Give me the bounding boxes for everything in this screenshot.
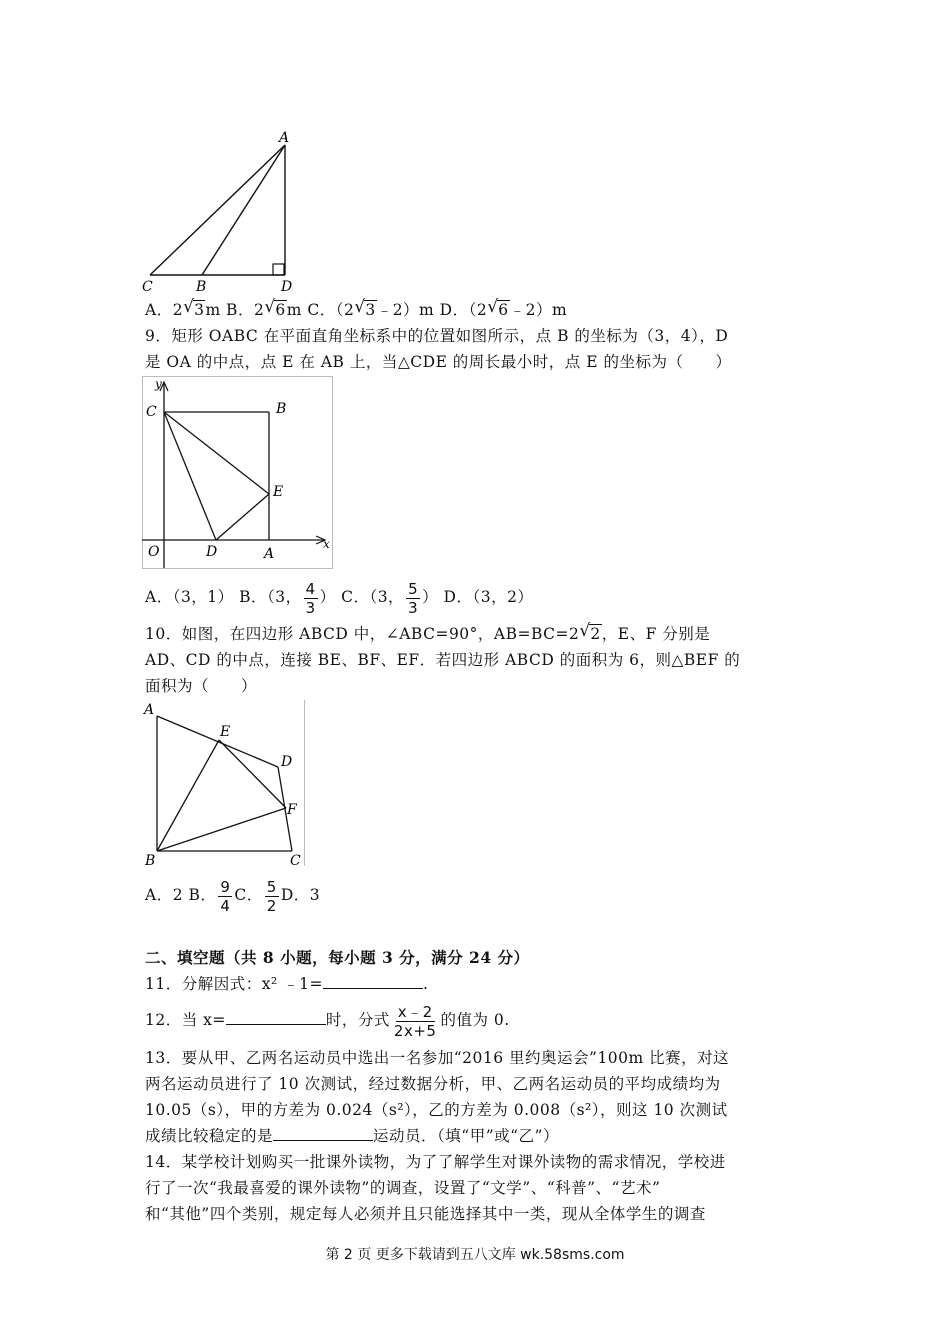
- q12: 12．当 x= 时，分式 $\frac{x﹣2}{2x+5}$ 的值为 0.: [145, 1002, 510, 1040]
- q10-line2: AD、CD 的中点，连接 BE、BF、EF．若四边形 ABCD 的面积为 6，则△BEF 的: [145, 651, 741, 669]
- label-x: x: [323, 537, 330, 551]
- q14-line2: 行了一次“我最喜爱的课外读物”的调查，设置了“文学”、“科普”、“艺术”: [145, 1179, 661, 1197]
- label-A: A: [144, 702, 155, 718]
- page-footer: 第 2 页 更多下载请到五八文库 wk.58sms.com: [325, 1247, 625, 1263]
- q8-triangle-figure: [140, 125, 310, 295]
- q9-line2: 是 OA 的中点，点 E 在 AB 上，当△CDE 的周长最小时，点 E 的坐标为（ ）: [145, 353, 732, 371]
- q14-line1: 14．某学校计划购买一批课外读物，为了了解学生对课外读物的需求情况，学校进: [145, 1153, 726, 1171]
- label-A: A: [264, 546, 275, 562]
- q10-quadrilateral-figure: [142, 700, 306, 868]
- label-A: A: [279, 130, 290, 146]
- label-E: E: [220, 724, 231, 740]
- label-D: D: [281, 754, 293, 770]
- q10-line1: 10．如图，在四边形 ABCD 中，∠ABC=90°，AB=BC=2√ 2，E、F 分别是: [145, 624, 710, 644]
- label-C: C: [146, 404, 157, 420]
- q10-options: A．2 B． $\frac{9}{4}$ C． $\frac{5}{2}$ D．3: [145, 877, 321, 915]
- label-E: E: [273, 484, 284, 500]
- label-D: D: [281, 279, 293, 295]
- section2-title: 二、填空题（共 8 小题，每小题 3 分，满分 24 分）: [145, 948, 530, 967]
- q13-line4: 成绩比较稳定的是 运动员．（填“甲”或“乙”）: [145, 1127, 559, 1145]
- label-B: B: [145, 853, 156, 868]
- label-F: F: [287, 802, 297, 818]
- label-C: C: [142, 279, 153, 295]
- q9-coordinate-figure: [142, 376, 334, 570]
- label-B: B: [276, 401, 287, 417]
- q9-options: A．（3，1） B．（3， $\frac{4}{3}$ ） C．（3， $\frac{5}{3}$ ） D．（3，2）: [145, 579, 534, 617]
- label-O: O: [148, 544, 160, 560]
- label-B: B: [196, 279, 207, 295]
- q10-line3: 面积为（ ）: [145, 677, 258, 695]
- q13-line1: 13．要从甲、乙两名运动员中选出一名参加“2016 里约奥运会”100m 比赛，对这: [145, 1049, 730, 1067]
- q13-line3: 10.05（s），甲的方差为 0.024（s²），乙的方差为 0.008（s²），则这 10 次测试: [145, 1101, 728, 1119]
- label-C: C: [290, 853, 301, 868]
- q8-options: A．2√ 3m B．2√ 6m C．（2√ 3﹣2）m D．（2√ 6﹣2）m: [145, 300, 567, 320]
- q9-line1: 9．矩形 OABC 在平面直角坐标系中的位置如图所示，点 B 的坐标为（3，4），D: [145, 327, 729, 345]
- q13-line2: 两名运动员进行了 10 次测试，经过数据分析，甲、乙两名运动员的平均成绩均为: [145, 1075, 721, 1093]
- label-y: y: [155, 377, 162, 391]
- q11: 11．分解因式：x² ﹣1= .: [145, 975, 429, 993]
- q14-line3: 和“其他”四个类别，规定每人必须并且只能选择其中一类，现从全体学生的调查: [145, 1205, 706, 1223]
- label-D: D: [206, 544, 218, 560]
